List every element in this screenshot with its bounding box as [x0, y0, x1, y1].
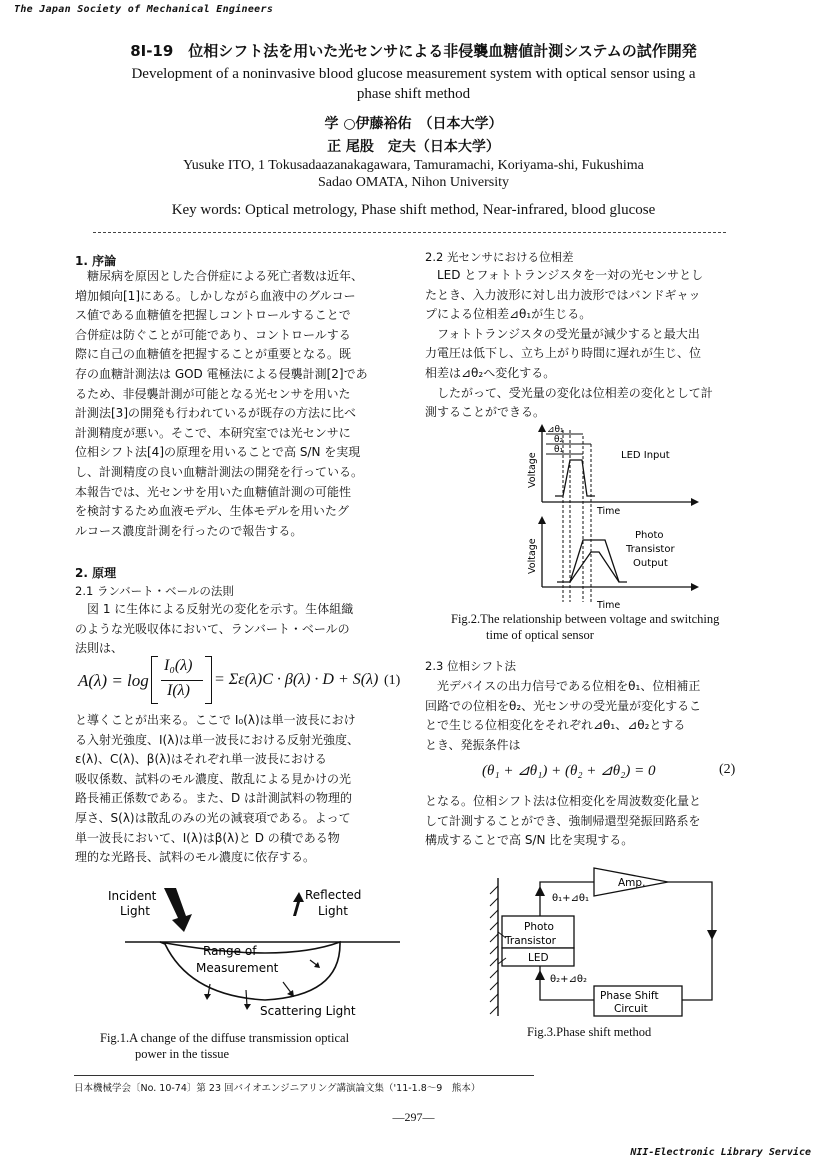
eq1-number: (1) [384, 673, 401, 688]
fig2-transistor-label: Transistor [626, 544, 675, 555]
fig3-led-label: LED [528, 952, 549, 964]
text-line: 法則は、 [75, 641, 124, 656]
text-line: 位相シフト法[4]の原理を用いることで高 S/N を実現 [75, 445, 361, 460]
section-1-body [75, 267, 405, 541]
keywords: Key words: Optical metrology, Phase shift method, Near-infrared, blood glucose [171, 202, 656, 218]
fig3-photo-label: Photo [524, 921, 554, 933]
figure-3-caption: Fig.3.Phase shift method [527, 1025, 652, 1039]
society-header: The Japan Society of Mechanical Engineers [14, 4, 274, 15]
text-line: を検討するため血液モデル、生体モデルを用いたグ [75, 504, 349, 519]
fig1-caption-line1: Fig.1.A change of the diffuse transmission optical [100, 1031, 350, 1045]
text-line: 吸収係数、試料のモル濃度、散乱による見かけの光 [75, 771, 352, 786]
eq1-fraction-bar [161, 680, 203, 681]
text-line: 計測法[3]の開発も行われているが既存の方法に比べ [75, 406, 357, 421]
fig1-range-label: Range of [203, 944, 257, 958]
section-1-heading: 1. 序論 [75, 254, 117, 268]
author-line2: 正 尾股 定夫（日本大学） [327, 139, 500, 155]
fig2-top-time-label: Time [597, 506, 621, 517]
eq1-bracket-right [205, 656, 212, 704]
text-line: とで生じる位相変化をそれぞれ⊿θ₁、⊿θ₂とする [425, 718, 686, 733]
title-english [70, 64, 757, 104]
text-line: 力電圧は低下し、立ち上がり時間に遅れが生じ、位 [425, 346, 702, 361]
text-line: 合併症は防ぐことが可能であり、コントロールする [75, 327, 351, 342]
text-line: のような光吸収体において、ランバート・ベールの [75, 621, 350, 636]
footer-citation: 日本機械学会〔No. 10-74〕第 23 回バイオエンジニアリング講演論文集（'11-1.8〜9 熊本） [74, 1083, 481, 1094]
text-line: 本報告では、光センサを用いた血糖値計測の可能性 [75, 484, 352, 499]
fig2-theta-label-1: ⊿θ₁ [547, 425, 564, 435]
text-line: とき、発振条件は [425, 737, 521, 752]
fig3-feedback-wire-right [668, 882, 712, 1000]
fig1-caption-line2: power in the tissue [135, 1047, 230, 1061]
figure-1-caption [100, 1030, 410, 1062]
section-2-1-body [75, 600, 405, 659]
fig1-incident-label: Incident [108, 889, 157, 903]
section-2-2-heading: 2.2 光センサにおける位相差 [425, 250, 574, 264]
fig1-incident-label-2: Light [120, 904, 150, 918]
fig3-theta1-label: θ₁+⊿θ₁ [552, 893, 590, 904]
affiliation-line1: Yusuke ITO, 1 Tokusadaazanakagawara, Tamuramachi, Koriyama-shi, Fukushima [183, 158, 644, 173]
equation-1 [78, 656, 408, 708]
fig3-down-arrow-icon [707, 930, 717, 940]
fig2-theta-label-3: θ₁ [554, 445, 564, 455]
text-line: し、計測精度の良い血糖計測法の開発を行っている。 [75, 464, 364, 479]
header-divider [93, 232, 726, 233]
text-line: ルコース濃度計測を行ったので報告する。 [75, 523, 303, 538]
text-line: 理的な光路長、試料のモル濃度に依存する。 [75, 850, 316, 865]
fig1-range-label-2: Measurement [196, 961, 279, 975]
section-2-1-heading: 2.1 ランバート・ベールの法則 [75, 584, 234, 598]
incident-arrow-icon [164, 888, 192, 932]
page-number: ―297― [392, 1110, 435, 1124]
figure-2-caption [451, 611, 771, 643]
fig1-reflected-label: Reflected [305, 888, 362, 902]
figure-2 [527, 422, 707, 612]
text-line: して計測することができ、強制帰還型発振回路系を [425, 813, 701, 828]
eq1-bracket-left [151, 656, 158, 704]
text-line: ε(λ)、C(λ)、β(λ)はそれぞれ単一波長における [75, 752, 327, 767]
text-line: フォトトランジスタの受光量が減少すると最大出 [425, 326, 700, 341]
text-line: ス値である血糖値を把握しコントロールすることで [75, 308, 351, 323]
fig3-theta2-label: θ₂+⊿θ₂ [550, 974, 588, 985]
text-line: 回路での位相をθ₂、光センサの受光量が変化するこ [425, 698, 702, 713]
fig3-phase-shift-label: Phase Shift [600, 990, 659, 1002]
eq1-lhs: A(λ) = log [78, 671, 149, 690]
text-line: 際に自己の血糖値を把握することが重要となる。既 [75, 347, 352, 362]
eq1-denominator: I(λ) [167, 682, 190, 699]
fig2-top-voltage-label: Voltage [527, 452, 538, 488]
fig2-output-label: Output [633, 558, 668, 569]
footer-divider [74, 1075, 534, 1076]
title-english-line1: Development of a noninvasive blood glucose measurement system with optical sensor using a [131, 66, 696, 82]
fig2-caption-line2: time of optical sensor [486, 628, 594, 642]
fig3-transistor-label: Transistor [505, 935, 556, 947]
text-line: 路長補正係数である。また、D は計測試料の物理的 [75, 791, 353, 806]
text-line: と導くことが出来る。ここで I₀(λ)は単一波長におけ [75, 713, 356, 727]
text-line: 相差は⊿θ₂へ変化する。 [425, 365, 556, 380]
author-line1: 学 ○伊藤裕佑 （日本大学） [324, 116, 503, 132]
fig2-led-input-waveform [555, 460, 595, 496]
text-line: 光デバイスの出力信号である位相をθ₁、位相補正 [425, 679, 701, 693]
fig1-scattering-label: Scattering Light [260, 1004, 356, 1018]
text-line: 増加傾向[1]にある。しかしながら血液中のグルコー [75, 288, 356, 303]
fig2-bottom-y-arrowhead-icon [538, 516, 546, 524]
section-2-1-body-continued [75, 711, 405, 868]
fig2-bottom-time-label: Time [597, 600, 621, 611]
text-line: となる。位相シフト法は位相変化を周波数変化量と [425, 794, 702, 808]
scatter-arrowhead-icon-2 [204, 994, 211, 1000]
fig1-reflected-label-2: Light [318, 904, 348, 918]
reflected-arrow-icon [293, 892, 304, 916]
text-line: 単一波長において、I(λ)はβ(λ)と D の積である物 [75, 830, 340, 845]
fig2-led-input-label: LED Input [621, 450, 670, 461]
equation-2: (θ₁ + ⊿θ₁) + (θ₂ + ⊿θ₂) = 0 [482, 763, 656, 779]
text-line: 構成することで高 S/N 比を実現する。 [425, 833, 634, 848]
section-2-3-heading: 2.3 位相シフト法 [425, 659, 516, 673]
fig3-up-arrow-icon-2 [535, 970, 545, 980]
fig3-circuit-label: Circuit [614, 1003, 648, 1015]
eq1-rhs: = Σε(λ)C · β(λ) · D + S(λ) [214, 671, 379, 688]
section-2-3-body-continued [425, 792, 750, 851]
affiliation [0, 157, 827, 191]
fig2-output-waveform-1 [557, 540, 627, 582]
section-2-heading: 2. 原理 [75, 566, 117, 580]
fig2-photo-label: Photo [635, 530, 664, 541]
fig3-amp-label: Amp. [618, 877, 646, 889]
title-japanese: 8I-19 位相シフト法を用いた光センサによる非侵襲血糖値計測システムの試作開発 [130, 42, 697, 60]
fig2-top-x-arrowhead-icon [691, 498, 699, 506]
fig3-wall-hatching [490, 886, 498, 1014]
affiliation-line2: Sadao OMATA, Nihon University [318, 175, 509, 190]
figure-3 [468, 858, 728, 1023]
fig2-bottom-voltage-label: Voltage [527, 538, 538, 574]
text-line: したがって、受光量の変化は位相差の変化として計 [425, 385, 713, 400]
text-line: るため、非侵襲計測が可能となる光センサを用いた [75, 386, 351, 401]
fig2-theta-label-2: θ₂ [554, 435, 564, 445]
fig2-top-y-arrowhead-icon [538, 424, 546, 432]
equation-2-number: (2) [719, 762, 736, 777]
eq1-numerator: I₀(λ) [164, 657, 193, 674]
nii-footer: NII-Electronic Library Service [630, 1147, 811, 1158]
text-line: る入射光強度、I(λ)は単一波長における反射光強度、 [75, 732, 360, 747]
text-line: 図 1 に生体による反射光の変化を示す。生体組織 [75, 602, 354, 616]
fig3-up-arrow-icon [535, 886, 545, 896]
scatter-arrowhead-icon-3 [244, 1004, 251, 1010]
fig2-bottom-x-arrowhead-icon [691, 583, 699, 591]
section-2-3-body [425, 677, 750, 755]
text-line: プによる位相差⊿θ₁が生じる。 [425, 307, 592, 322]
figure-1 [100, 878, 410, 1028]
text-line: LED とフォトトランジスタを一対の光センサとし [425, 268, 704, 282]
text-line: 測することができる。 [425, 405, 546, 420]
text-line: 糖尿病を原因とした合併症による死亡者数は近年、 [75, 269, 364, 283]
text-line: たとき、入力波形に対し出力波形ではバンドギャッ [425, 287, 701, 302]
text-line: 計測精度が悪い。そこで、本研究室では光センサに [75, 425, 351, 440]
section-2-2-body [425, 266, 750, 423]
fig2-caption-line1: Fig.2.The relationship between voltage and switching [451, 612, 720, 626]
title-english-line2: phase shift method [356, 86, 471, 102]
text-line: 存の血糖計測法は GOD 電極法による侵襲計測[2]であ [75, 366, 368, 381]
text-line: 厚さ、S(λ)は散乱のみの光の減衰項である。よって [75, 810, 351, 825]
